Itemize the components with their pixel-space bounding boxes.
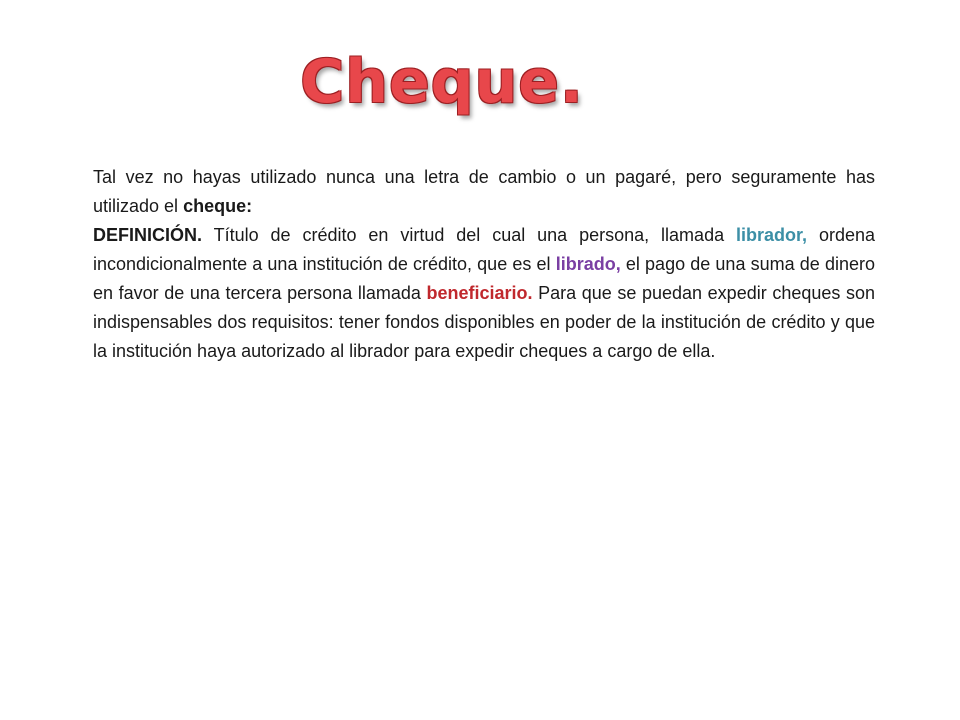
term-librado: librado, [555,254,621,274]
term-beneficiario: beneficiario. [426,283,533,303]
slide-title: Cheque. [300,47,584,117]
definition-text-4: Para que se puedan expedir cheques son indispensables dos requisitos: tener fondos disponibles en poder de la institución de crédito y que la institución haya autorizado al librador para expedir cheques a cargo de ella. [93,283,876,361]
definition-text-1: Título de crédito en virtud del cual una persona, llamada [202,225,737,245]
definition-text-2: ordena incondicionalmente a una institución de crédito, que es el [93,225,875,274]
definition-heading: DEFINICIÓN. [93,225,203,245]
definition-text-3: el pago de una suma de dinero en favor de una tercera persona llamada [93,254,875,303]
term-librador: librador, [736,225,808,245]
definition-paragraph [93,221,875,366]
slide-body [93,163,875,366]
keyword-cheque: cheque: [183,196,253,216]
intro-paragraph [93,163,875,221]
intro-text: Tal vez no hayas utilizado nunca una letra de cambio o un pagaré, pero seguramente has utilizado el [93,167,875,216]
